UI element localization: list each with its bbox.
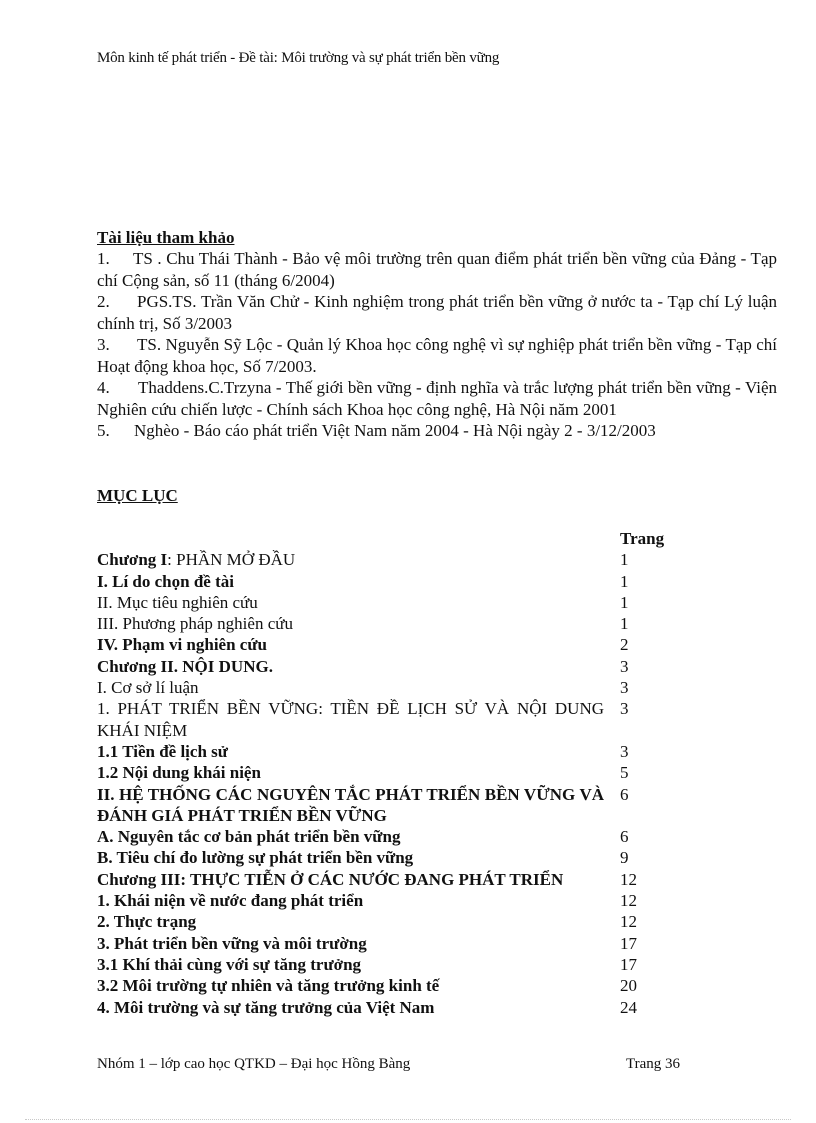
reference-item [97,420,777,442]
toc-entry-title [97,592,604,613]
toc-entry-bold: 3. Phát triển bền vững và môi trường [97,933,367,953]
toc-entry-title [97,571,604,592]
toc-page-number: 12 [620,869,637,889]
toc-page-number: 12 [620,912,637,932]
toc-entry-text: II. Mục tiêu nghiên cứu [97,592,258,612]
toc-entry-title [97,911,604,932]
toc-page-number: 1 [620,550,629,570]
toc-page-number: 3 [620,678,629,698]
reference-number: 2. [97,292,110,311]
toc-row [97,911,677,932]
toc-page-number: 6 [620,784,629,804]
toc-entry-title [97,975,604,996]
toc-row [97,784,677,827]
toc-entry-bold: IV. Phạm vi nghiên cứu [97,635,268,655]
page-header: Môn kinh tế phát triển - Đề tài: Môi trường và sự phát triển bền vững [97,50,500,66]
toc-entry-title [97,784,604,827]
toc-entry-title [97,997,604,1018]
toc-row [97,997,677,1018]
toc-entry-title [97,890,604,911]
references-list [97,248,777,442]
toc-entry-title [97,826,604,847]
toc-entry-bold: Chương I [97,550,168,570]
toc-page-number: 3 [620,741,629,761]
toc-page-number: 9 [620,848,629,868]
toc-row [97,634,677,655]
footer-group: Nhóm 1 – lớp cao học QTKD – Đại học Hồng Bàng [97,1056,411,1072]
toc-page-number: 1 [620,614,629,634]
toc-page-header: Trang [620,529,665,548]
references-title: Tài liệu tham khảo [97,228,235,247]
toc-entry-bold: B. Tiêu chí đo lường sự phát triển bền vững [97,848,414,868]
toc-entry-text: I. Cơ sở lí luận [97,678,199,698]
toc-entry-bold: Chương III: THỰC TIỄN Ở CÁC NƯỚC ĐANG PHÁT TRIỂN [97,869,564,889]
footer-page-number: Trang 36 [625,1056,680,1072]
toc-page-number: 17 [620,954,637,974]
reference-text: Nghèo - Báo cáo phát triển Việt Nam năm 2004 - Hà Nội ngày 2 - 3/12/2003 [134,421,656,440]
toc-row [97,954,677,975]
toc-page-number: 1 [620,571,629,591]
toc-row [97,826,677,847]
toc-row [97,890,677,911]
toc-entry-bold: A. Nguyên tắc cơ bản phát triển bền vững [97,827,401,847]
toc-entry-bold: 1. Khái niện về nước đang phát triển [97,891,364,911]
toc-page-number: 20 [620,976,637,996]
reference-number: 5. [97,421,110,440]
toc-entry-bold: 1.1 Tiền đề lịch sử [97,741,228,761]
toc-entry-title [97,549,604,570]
toc-row [97,933,677,954]
toc-entry-bold: 1.2 Nội dung khái niện [97,763,261,783]
reference-item [97,334,777,377]
toc-entry-title [97,677,604,698]
toc-entry-bold: II. HỆ THỐNG CÁC NGUYÊN TẮC PHÁT TRIỂN BỀN VỮNG VÀ ĐÁNH GIÁ PHÁT TRIỂN BỀN VỮNG [97,784,604,825]
toc-row [97,592,677,613]
toc-row [97,741,677,762]
toc-entry-title [97,954,604,975]
toc-entry-bold: 4. Môi trường và sự tăng trưởng của Việt Nam [97,997,435,1017]
reference-text: TS. Nguyễn Sỹ Lộc - Quản lý Khoa học công nghệ vì sự nghiệp phát triển bền vững - Tạp chí Hoạt động khoa học, Số 7/2003. [97,335,777,376]
toc-page-number: 5 [620,763,629,783]
page-footer [97,1056,680,1073]
toc-entry-title [97,613,604,634]
toc-row [97,869,677,890]
toc-page-number: 3 [620,699,629,719]
toc-row [97,847,677,868]
toc-page-number: 3 [620,656,629,676]
toc-entry-title [97,741,604,762]
toc-row [97,762,677,783]
toc-entry-title [97,698,604,741]
toc-page-number: 6 [620,827,629,847]
toc-entry-title [97,933,604,954]
toc-entry-title [97,762,604,783]
toc-entry-title [97,656,604,677]
toc-entry-bold: I. Lí do chọn đề tài [97,571,234,591]
toc-entry-bold: 3.2 Môi trường tự nhiên và tăng trưởng kinh tế [97,976,440,996]
toc-entry-text: : PHẦN MỞ ĐẦU [167,550,296,570]
reference-text: Thaddens.C.Trzyna - Thế giới bền vững - định nghĩa và trắc lượng phát triển bền vững - Viện Nghiên cứu chiến lược - Chính sách Khoa học công nghệ, Hà Nội năm 2001 [97,378,777,419]
toc-entry-bold: 3.1 Khí thải cùng với sự tăng trưởng [97,954,362,974]
toc-entry-title [97,847,604,868]
toc-row [97,549,677,570]
toc-title: MỤC LỤC [97,486,178,505]
toc-page-number: 2 [620,635,629,655]
page-break-divider [25,1119,791,1120]
toc-row [97,698,677,741]
toc-row [97,613,677,634]
reference-text: TS . Chu Thái Thành - Bảo vệ môi trường trên quan điểm phát triển bền vững của Đảng - Tạp chí Cộng sản, số 11 (tháng 6/2004) [97,249,777,290]
reference-number: 3. [97,335,110,354]
reference-item [97,291,777,334]
toc-entry-bold: 2. Thực trạng [97,912,197,932]
toc-entry-title [97,869,604,890]
toc-header-row [97,528,677,549]
toc-row [97,656,677,677]
reference-item [97,377,777,420]
toc-entry-text: III. Phương pháp nghiên cứu [97,614,293,634]
reference-item [97,248,777,291]
reference-text: PGS.TS. Trần Văn Chử - Kinh nghiệm trong phát triển bền vững ở nước ta - Tạp chí Lý luận chính trị, Số 3/2003 [97,292,777,333]
toc-page-number: 1 [620,592,629,612]
toc-row [97,677,677,698]
toc-page-number: 24 [620,997,637,1017]
toc-row [97,571,677,592]
toc-entry-text: 1. PHÁT TRIỂN BỀN VỮNG: TIỀN ĐỀ LỊCH SỬ VÀ NỘI DUNG KHÁI NIỆM [97,699,604,740]
table-of-contents [97,528,677,1018]
reference-number: 4. [97,378,110,397]
toc-page-number: 17 [620,933,637,953]
toc-entry-title [97,634,604,655]
toc-row [97,975,677,996]
toc-page-number: 12 [620,891,637,911]
toc-entry-bold: Chương II. NỘI DUNG. [97,656,273,676]
reference-number: 1. [97,249,110,268]
